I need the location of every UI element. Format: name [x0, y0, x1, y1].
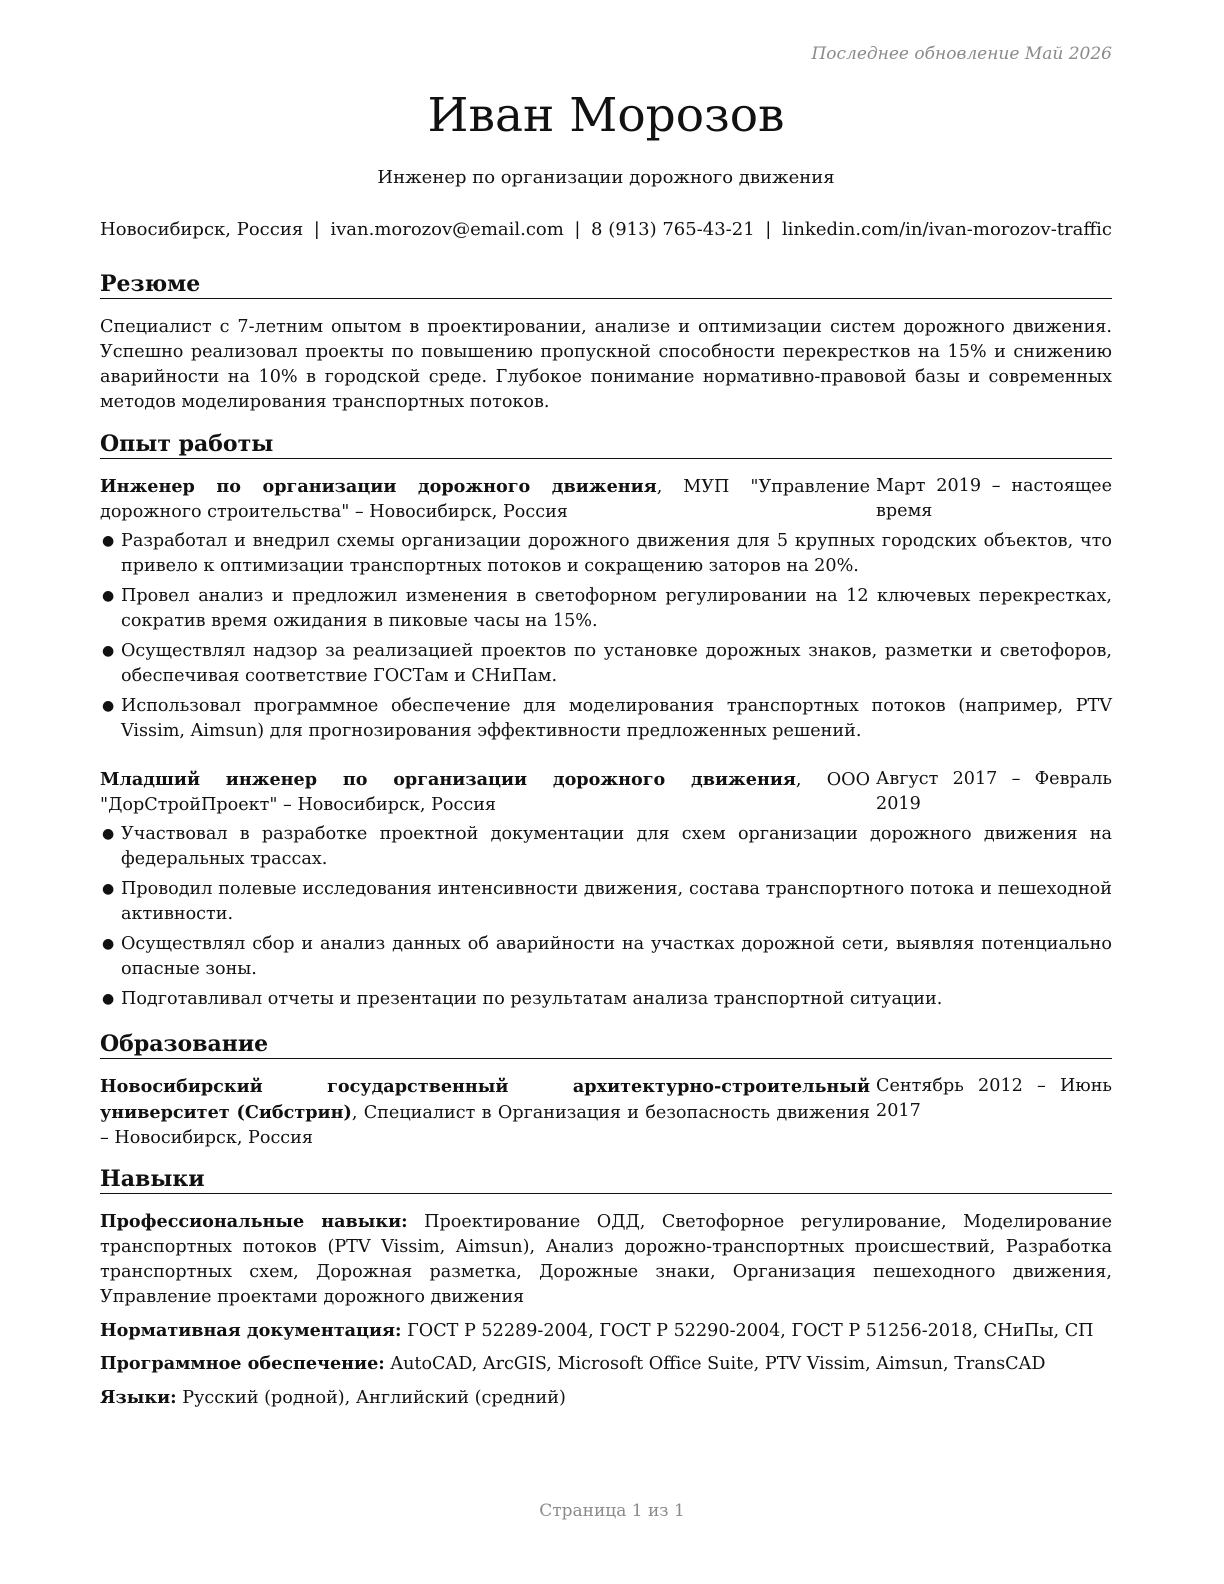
job-info	[100, 767, 870, 818]
job-header	[100, 767, 1112, 818]
education-entry	[100, 1074, 1112, 1151]
contact-separator: |	[313, 219, 320, 240]
contact-separator: |	[765, 219, 772, 240]
contact-phone: 8 (913) 765-43-21	[591, 219, 755, 240]
skill-row	[100, 1209, 1112, 1310]
skill-label: Профессиональные навыки:	[100, 1211, 408, 1232]
bullet-icon: ●	[102, 588, 115, 604]
job-company: , ООО "ДорСтройПроект" – Новосибирск, Россия	[100, 770, 870, 815]
list-item: ● Осуществлял сбор и анализ данных об аварийности на участках дорожной сети, выявляя потенциально опасные зоны.	[102, 934, 1112, 979]
bullet-icon: ●	[102, 698, 115, 714]
job-bullets	[100, 529, 1112, 749]
skill-row	[100, 1351, 1112, 1377]
job-header	[100, 474, 1112, 525]
section-heading-experience: Опыт работы	[100, 430, 1112, 459]
section-heading-skills: Навыки	[100, 1165, 1112, 1194]
job-title: Инженер по организации дорожного движения	[377, 167, 835, 188]
page-number: Страница 1 из 1	[539, 1501, 685, 1521]
bullet-icon: ●	[102, 643, 115, 659]
person-name: Иван Морозов	[427, 88, 785, 143]
list-item: ● Подготавливал отчеты и презентации по результатам анализа транспортной ситуации.	[100, 987, 1112, 1012]
job-dates: Август 2017 – Февраль 2019	[876, 769, 1112, 814]
bullet-icon: ●	[102, 881, 115, 897]
education-info	[100, 1074, 870, 1151]
list-item: ● Использовал программное обеспечение для моделирования транспортных потоков (например, PTV Vissim, Aimsun) для прогнозирования эффективности предложенных решений.	[102, 696, 1112, 741]
list-item: ● Разработал и внедрил схемы организации дорожного движения для 5 крупных городских объектов, что привело к оптимизации транспортных потоков и сокращению заторов на 20%.	[102, 531, 1112, 576]
job-company: , МУП "Управление дорожного строительства" – Новосибирск, Россия	[100, 477, 870, 522]
last-updated: Последнее обновление Май 2026	[811, 44, 1112, 64]
contact-linkedin[interactable]: linkedin.com/in/ivan-morozov-traffic	[781, 219, 1112, 240]
skill-row	[100, 1385, 1112, 1411]
bullet-icon: ●	[102, 533, 115, 549]
contact-line	[100, 219, 1112, 240]
skill-row	[100, 1318, 1112, 1344]
contact-location: Новосибирск, Россия	[100, 219, 304, 240]
job-bullets	[100, 822, 1112, 1017]
job-dates: Март 2019 – настоящее время	[876, 476, 1112, 521]
job-position: Младший инженер по организации дорожного движения	[100, 769, 796, 790]
list-item: ● Осуществлял надзор за реализацией проектов по установке дорожных знаков, разметки и светофоров, обеспечивая соответствие ГОСТам и СНиПам.	[102, 641, 1112, 686]
list-item: ● Участвовал в разработке проектной документации для схем организации дорожного движения на федеральных трассах.	[102, 824, 1112, 869]
job-position: Инженер по организации дорожного движения	[100, 476, 657, 497]
section-heading-summary: Резюме	[100, 270, 1112, 299]
job-info	[100, 474, 870, 525]
summary-text: Специалист с 7-летним опытом в проектировании, анализе и оптимизации систем дорожного движения. Успешно реализовал проекты по повышению пропускной способности перекрестков на 15% и снижению аварийности на 10% в городской среде. Глубокое понимание нормативно-правовой базы и современных методов моделирования транспортных потоков.	[100, 317, 1112, 412]
skill-value: Проектирование ОДД, Светофорное регулирование, Моделирование транспортных потоков (PTV Vissim, Aimsun), Анализ дорожно-транспортных происшествий, Разработка транспортных схем, Дорожная разметка, Дорожные знаки, Организация пешеходного движения, Управление проектами дорожного движения	[100, 1212, 1112, 1307]
contact-separator: |	[574, 219, 581, 240]
skill-label: Программное обеспечение:	[100, 1353, 385, 1374]
skill-value: Русский (родной), Английский (средний)	[176, 1388, 566, 1408]
contact-email[interactable]: ivan.morozov@email.com	[330, 219, 564, 240]
bullet-icon: ●	[102, 936, 115, 952]
skill-value: AutoCAD, ArcGIS, Microsoft Office Suite, PTV Vissim, Aimsun, TransCAD	[384, 1354, 1046, 1374]
skill-value: ГОСТ Р 52289-2004, ГОСТ Р 52290-2004, ГОСТ Р 51256-2018, СНиПы, СП	[401, 1321, 1094, 1341]
list-item: ● Проводил полевые исследования интенсивности движения, состава транспортного потока и пешеходной активности.	[102, 879, 1112, 924]
list-item: ● Провел анализ и предложил изменения в светофорном регулировании на 12 ключевых перекрестках, сократив время ожидания в пиковые часы на 15%.	[102, 586, 1112, 631]
section-heading-education: Образование	[100, 1030, 1112, 1059]
education-details: , Специалист в Организация и безопасность движения – Новосибирск, Россия	[100, 1103, 871, 1148]
bullet-icon: ●	[102, 991, 115, 1007]
education-institution: Новосибирский государственный архитектурно-строительный университет (Сибстрин)	[100, 1076, 870, 1123]
bullet-icon: ●	[102, 826, 115, 842]
skill-label: Языки:	[100, 1387, 177, 1408]
education-dates: Сентябрь 2012 – Июнь 2017	[876, 1076, 1112, 1121]
skill-label: Нормативная документация:	[100, 1320, 402, 1341]
